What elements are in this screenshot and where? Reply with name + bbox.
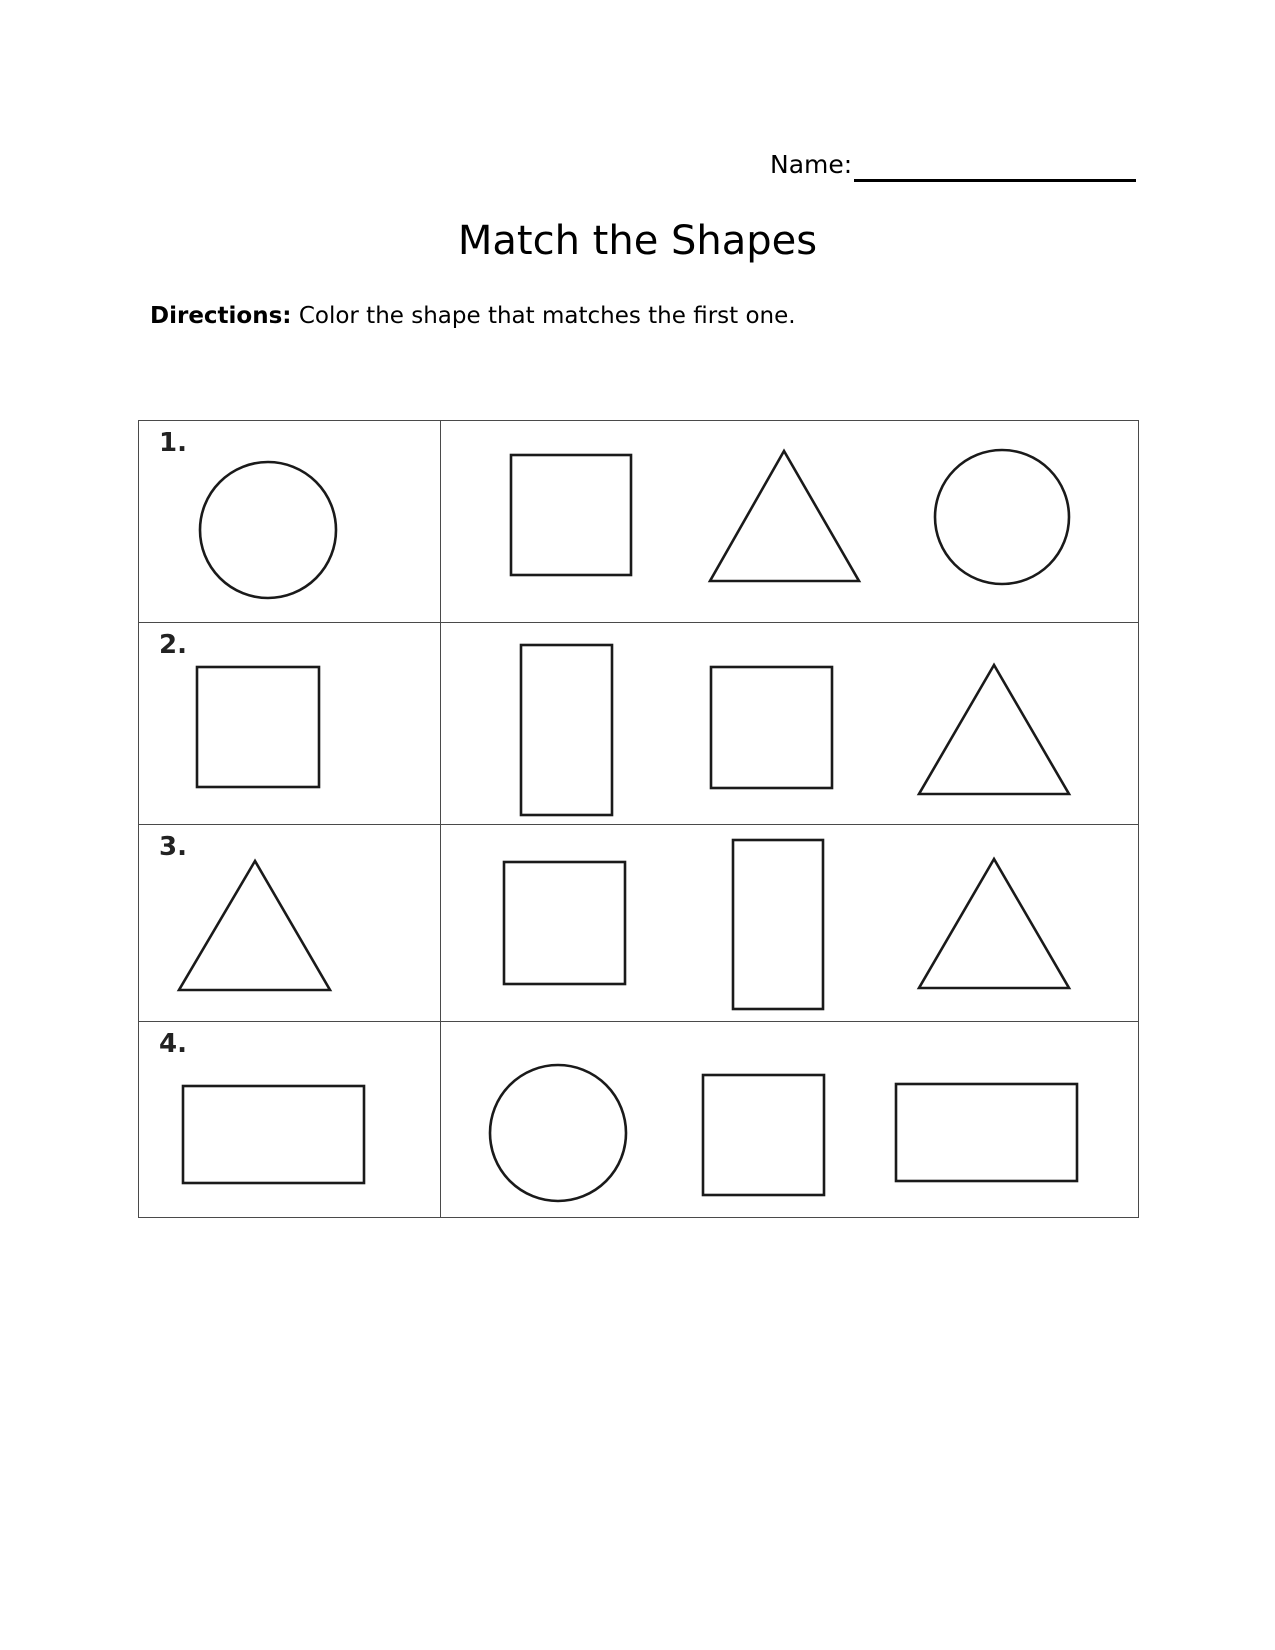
name-blank-line[interactable] (854, 151, 1136, 182)
square-icon[interactable] (711, 667, 832, 788)
triangle-icon[interactable] (919, 665, 1069, 794)
tall-rectangle-icon[interactable] (521, 645, 612, 815)
choice-shapes-area (441, 421, 1138, 622)
choices-cell (441, 623, 1139, 825)
target-cell (139, 1022, 441, 1218)
row-number: 1. (159, 428, 187, 458)
choice-shapes-area (441, 623, 1138, 824)
circle-icon (200, 462, 336, 598)
table-row (139, 1022, 1139, 1218)
circle-icon[interactable] (935, 450, 1069, 584)
name-field[interactable] (770, 148, 1136, 182)
choices-cell (441, 421, 1139, 623)
target-shape-area (139, 1022, 440, 1217)
square-icon[interactable] (703, 1075, 824, 1195)
page-title: Match the Shapes (457, 218, 818, 264)
wide-rectangle-icon (183, 1086, 364, 1183)
choice-shapes-area (441, 1022, 1138, 1217)
table-row (139, 421, 1139, 623)
target-cell (139, 623, 441, 825)
square-icon[interactable] (511, 455, 631, 575)
row-number: 3. (159, 832, 187, 862)
directions-text: Color the shape that matches the first one. (298, 303, 796, 329)
triangle-icon (179, 861, 330, 990)
square-icon[interactable] (504, 862, 625, 984)
row-number: 2. (159, 630, 187, 660)
directions-label: Directions: (150, 303, 292, 329)
triangle-icon[interactable] (919, 859, 1069, 988)
table-row (139, 623, 1139, 825)
choices-cell (441, 1022, 1139, 1218)
target-cell (139, 825, 441, 1022)
square-icon (197, 667, 319, 787)
wide-rectangle-icon[interactable] (896, 1084, 1077, 1181)
triangle-icon[interactable] (710, 451, 859, 581)
tall-rectangle-icon[interactable] (733, 840, 823, 1009)
circle-icon[interactable] (490, 1065, 626, 1201)
target-shape-area (139, 421, 440, 622)
choices-cell (441, 825, 1139, 1022)
target-cell (139, 421, 441, 623)
choice-shapes-area (441, 825, 1138, 1021)
target-shape-area (139, 623, 440, 824)
name-label: Name: (770, 150, 853, 179)
target-shape-area (139, 825, 440, 1021)
table-row (139, 825, 1139, 1022)
shape-matching-table (138, 420, 1139, 1218)
directions (150, 300, 796, 332)
row-number: 4. (159, 1029, 187, 1059)
